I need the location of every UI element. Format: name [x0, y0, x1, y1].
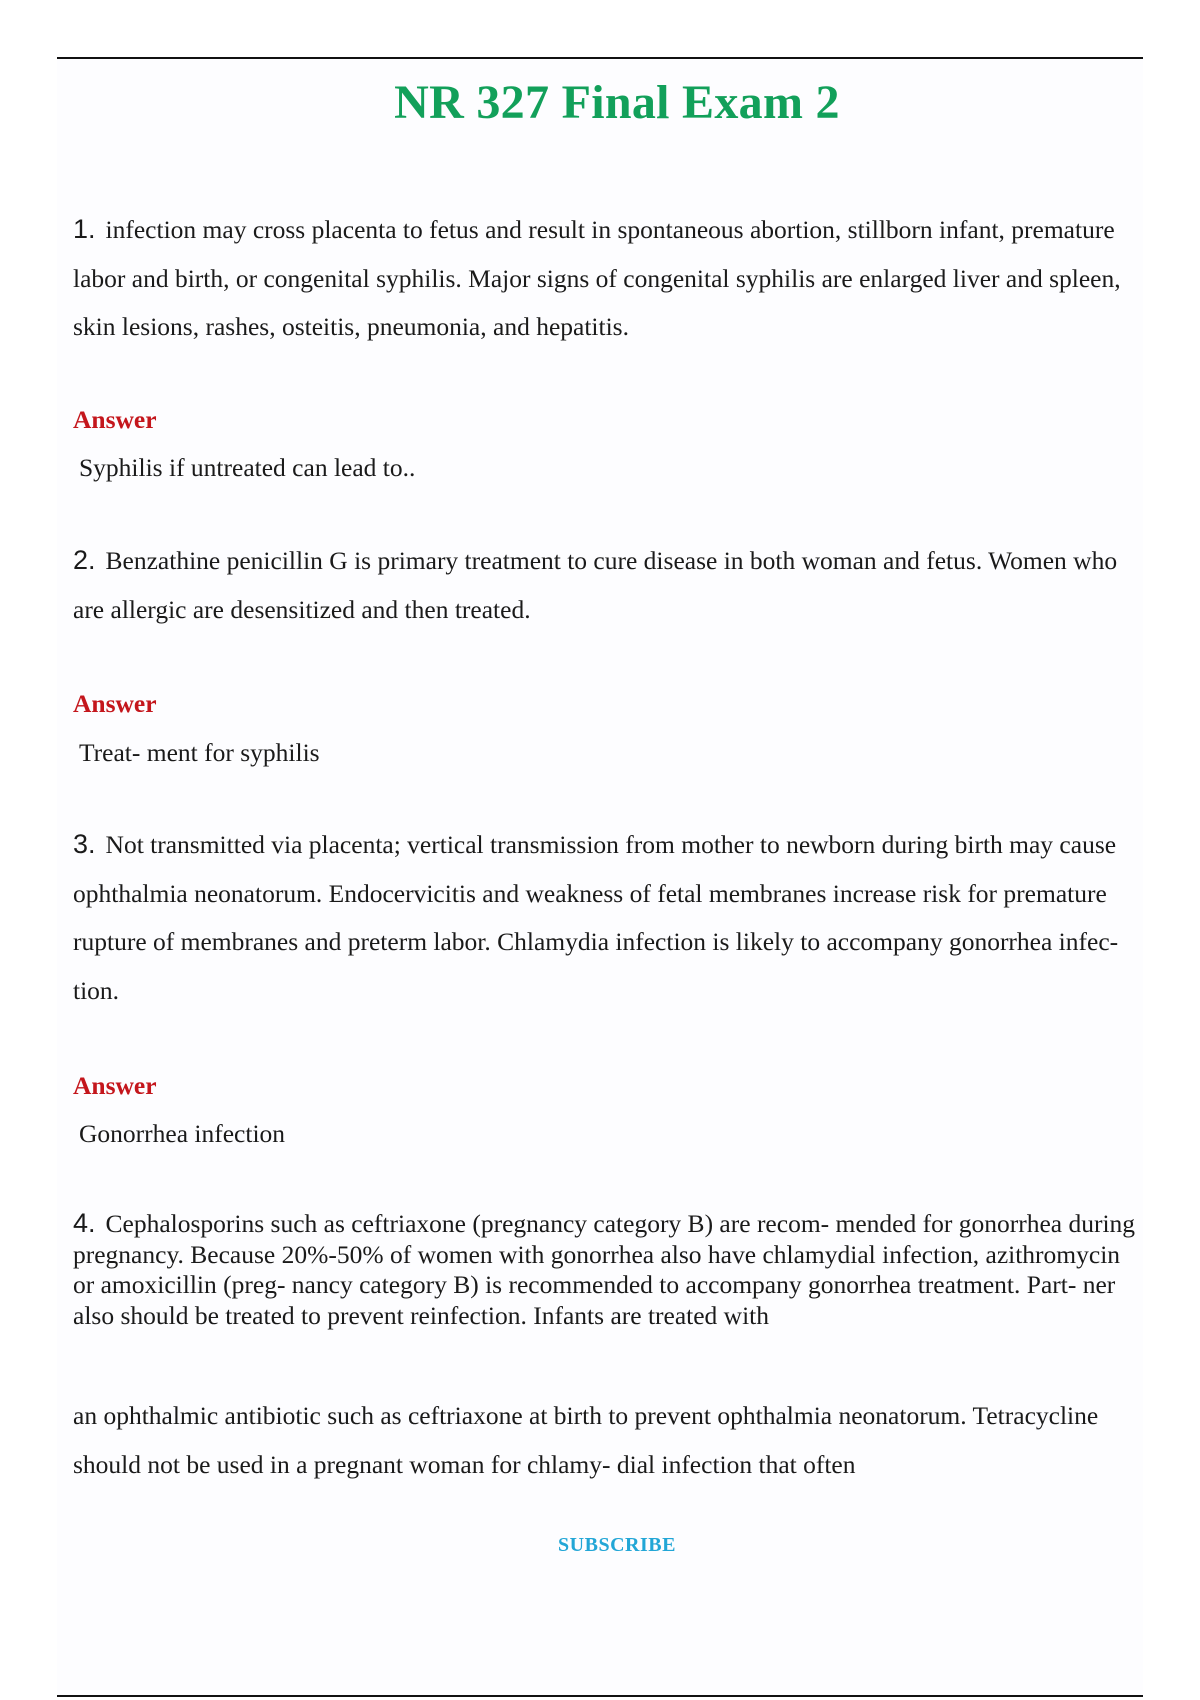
- answer-label: Answer: [73, 405, 157, 434]
- bottom-rule: [57, 1695, 1143, 1697]
- answer-text: Gonorrhea infection: [79, 1119, 286, 1148]
- question-text: Benzathine penicillin G is primary treatment to cure disease in both woman and fetus. Women who are allergic are desensitized and then treated.: [73, 546, 1118, 624]
- answer-text: Treat- ment for syphilis: [79, 738, 320, 767]
- question-4-continuation: an ophthalmic antibiotic such as ceftriaxone at birth to prevent ophthalmia neonatorum. Tetracycline should not be used in a pregnant woman for chlamy- dial infection that often: [73, 1401, 1099, 1479]
- question-text: Cephalosporins such as ceftriaxone (pregnancy category B) are recom- mended for gonorrhea during pregnancy. Because 20%-50% of women with gonorrhea also have chlamydial infection, azithromycin or amoxicillin (preg- nancy category B) is recommended to accompany gonorrhea treatment. Part- ner also should be treated to prevent reinfection. Infants are treated with: [73, 1209, 1136, 1330]
- subscribe-link[interactable]: SUBSCRIBE: [558, 1534, 676, 1556]
- question-1: [73, 205, 1143, 352]
- question-number: 1.: [73, 214, 96, 244]
- document-title: NR 327 Final Exam 2: [394, 76, 840, 129]
- question-number: 4.: [73, 1208, 96, 1238]
- answer-label: Answer: [73, 689, 157, 718]
- top-rule: [57, 57, 1143, 59]
- question-2: [73, 536, 1143, 634]
- question-4: [73, 1208, 1143, 1331]
- question-text: infection may cross placenta to fetus and result in spontaneous abortion, stillborn infant, premature labor and birth, or congenital syphilis. Major signs of congenital syphilis are enlarged liver and spleen, skin lesions, rashes, osteitis, pneumonia, and hepatitis.: [73, 215, 1121, 341]
- answer-text: Syphilis if untreated can lead to..: [79, 453, 416, 482]
- question-text: Not transmitted via placenta; vertical transmission from mother to newborn during birth may cause ophthalmia neonatorum. Endocervicitis and weakness of fetal membranes increase risk for premature rupture of membranes and preterm labor. Chlamydia infection is likely to accompany gonorrhea infec- tion.: [73, 830, 1119, 1005]
- question-number: 3.: [73, 829, 96, 859]
- answer-label: Answer: [73, 1071, 157, 1100]
- question-3: [73, 820, 1143, 1015]
- question-number: 2.: [73, 545, 96, 575]
